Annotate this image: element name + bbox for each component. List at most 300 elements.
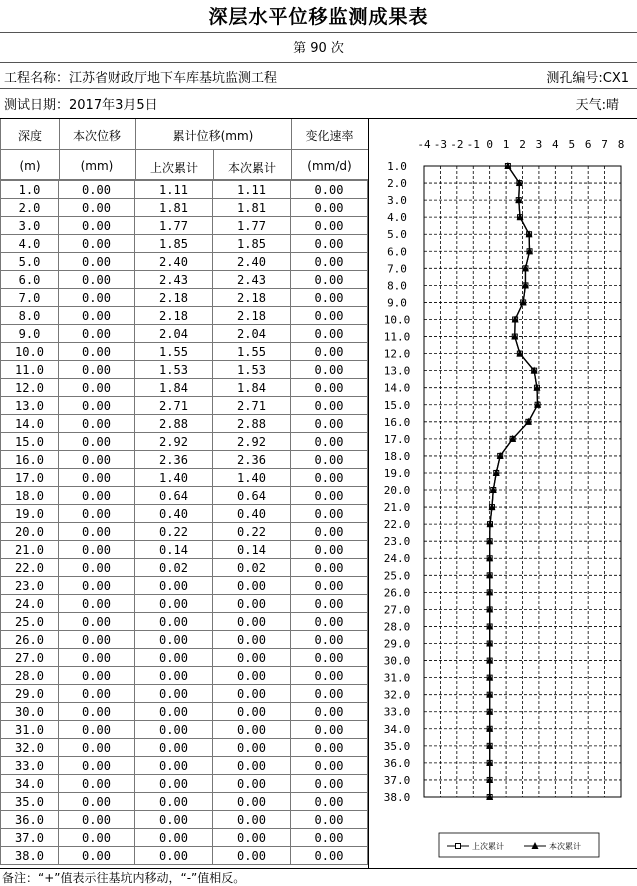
- depth-tick-label: 15.0: [383, 398, 411, 412]
- prev-cum-cell: 0.00: [135, 739, 213, 757]
- depth-cell: 34.0: [1, 775, 59, 793]
- curr-cum-cell: 0.00: [213, 829, 291, 847]
- prev-cum-cell: 0.00: [135, 757, 213, 775]
- x-tick-label: -1: [466, 138, 480, 151]
- prev-cum-cell: 2.36: [135, 451, 213, 469]
- disp-cell: 0.00: [59, 739, 135, 757]
- disp-cell: 0.00: [59, 469, 135, 487]
- curr-cum-cell: 1.40: [213, 469, 291, 487]
- depth-cell: 11.0: [1, 361, 59, 379]
- prev-cum-cell: 0.40: [135, 505, 213, 523]
- depth-cell: 10.0: [1, 343, 59, 361]
- curr-cum-cell: 0.00: [213, 739, 291, 757]
- depth-cell: 21.0: [1, 541, 59, 559]
- depth-tick-label: 14.0: [383, 381, 411, 395]
- depth-tick-label: 10.0: [383, 313, 411, 327]
- table-row: [1, 505, 368, 523]
- depth-tick-label: 18.0: [383, 449, 411, 463]
- table-row: [1, 235, 368, 253]
- weather: 天气:晴: [575, 98, 619, 113]
- disp-cell: 0.00: [59, 559, 135, 577]
- depth-tick-label: 13.0: [383, 364, 411, 378]
- disp-cell: 0.00: [59, 505, 135, 523]
- curr-cum-cell: 0.00: [213, 649, 291, 667]
- disp-cell: 0.00: [59, 451, 135, 469]
- depth-tick-label: 37.0: [383, 773, 411, 787]
- curr-cum-cell: 0.00: [213, 847, 291, 865]
- displacement-chart: [369, 119, 637, 868]
- disp-cell: 0.00: [59, 307, 135, 325]
- table-row: [1, 397, 368, 415]
- table-row: [1, 487, 368, 505]
- table-row: [1, 451, 368, 469]
- prev-cum-cell: 2.04: [135, 325, 213, 343]
- disp-cell: 0.00: [59, 343, 135, 361]
- table-row: [1, 559, 368, 577]
- table-row: [1, 415, 368, 433]
- x-tick-label: -2: [450, 138, 464, 151]
- x-tick-label: 4: [552, 138, 559, 151]
- curr-cum-cell: 0.00: [213, 631, 291, 649]
- depth-tick-label: 35.0: [383, 739, 411, 753]
- x-tick-label: 1: [502, 138, 510, 151]
- table-row: [1, 523, 368, 541]
- table-header: [0, 119, 369, 180]
- disp-cell: 0.00: [59, 253, 135, 271]
- depth-tick-label: 23.0: [383, 535, 411, 549]
- depth-tick-label: 20.0: [383, 484, 411, 498]
- depth-tick-label: 26.0: [383, 586, 411, 600]
- disp-cell: 0.00: [59, 541, 135, 559]
- curr-cum-cell: 1.84: [213, 379, 291, 397]
- curr-cum-cell: 0.14: [213, 541, 291, 559]
- disp-cell: 0.00: [59, 577, 135, 595]
- rate-cell: 0.00: [291, 667, 368, 685]
- prev-cum-cell: 0.00: [135, 613, 213, 631]
- depth-tick-label: 36.0: [383, 756, 411, 770]
- prev-cum-cell: 0.00: [135, 667, 213, 685]
- prev-cum-cell: 2.40: [135, 253, 213, 271]
- rate-cell: 0.00: [291, 631, 368, 649]
- prev-cum-cell: 2.18: [135, 289, 213, 307]
- disp-cell: 0.00: [59, 289, 135, 307]
- depth-cell: 36.0: [1, 811, 59, 829]
- table-row: [1, 811, 368, 829]
- disp-cell: 0.00: [59, 631, 135, 649]
- depth-cell: 19.0: [1, 505, 59, 523]
- hole-number: 测孔编号:CX1: [546, 71, 629, 86]
- curr-cum-cell: 2.40: [213, 253, 291, 271]
- disp-cell: 0.00: [59, 523, 135, 541]
- curr-cum-cell: 0.00: [213, 595, 291, 613]
- depth-tick-label: 1.0: [387, 160, 407, 173]
- x-tick-label: 7: [601, 138, 608, 151]
- prev-cum-cell: 0.00: [135, 631, 213, 649]
- depth-header: 深度: [17, 129, 42, 143]
- table-row: [1, 469, 368, 487]
- depth-cell: 38.0: [1, 847, 59, 865]
- table-row: [1, 703, 368, 721]
- disp-cell: 0.00: [59, 235, 135, 253]
- depth-tick-label: 12.0: [383, 347, 411, 361]
- prev-cum-cell: 2.92: [135, 433, 213, 451]
- curr-cum-cell: 0.00: [213, 775, 291, 793]
- rate-cell: 0.00: [291, 289, 368, 307]
- depth-cell: 17.0: [1, 469, 59, 487]
- disp-cell: 0.00: [59, 685, 135, 703]
- disp-cell: 0.00: [59, 217, 135, 235]
- depth-cell: 2.0: [1, 199, 59, 217]
- depth-cell: 6.0: [1, 271, 59, 289]
- table-row: [1, 829, 368, 847]
- issue-number: 第 90 次: [293, 41, 344, 56]
- curr-cum-cell: 2.18: [213, 289, 291, 307]
- table-row: [1, 181, 368, 199]
- prev-cum-cell: 0.64: [135, 487, 213, 505]
- rate-cell: 0.00: [291, 487, 368, 505]
- prev-cum-cell: 1.53: [135, 361, 213, 379]
- table-row: [1, 577, 368, 595]
- prev-cum-cell: 0.00: [135, 685, 213, 703]
- depth-tick-label: 17.0: [383, 432, 411, 446]
- depth-tick-label: 3.0: [387, 194, 407, 208]
- depth-cell: 9.0: [1, 325, 59, 343]
- prev-cum-cell: 0.00: [135, 595, 213, 613]
- curr-cum-cell: 1.55: [213, 343, 291, 361]
- legend-label: 本次累计: [549, 842, 581, 851]
- rate-cell: 0.00: [291, 181, 368, 199]
- curr-cum-cell: 2.92: [213, 433, 291, 451]
- curr-cum-cell: 1.53: [213, 361, 291, 379]
- disp-cell: 0.00: [59, 271, 135, 289]
- table-row: [1, 271, 368, 289]
- x-tick-label: -3: [433, 138, 448, 151]
- depth-unit: (m): [19, 159, 41, 173]
- curr-cum-cell: 1.81: [213, 199, 291, 217]
- depth-cell: 15.0: [1, 433, 59, 451]
- rate-cell: 0.00: [291, 307, 368, 325]
- table-row: [1, 667, 368, 685]
- prev-cum-cell: 0.14: [135, 541, 213, 559]
- disp-cell: 0.00: [59, 667, 135, 685]
- prev-cum-cell: 2.71: [135, 397, 213, 415]
- project-name: 工程名称：江苏省财政厅地下车库基坑监测工程: [4, 71, 278, 86]
- x-tick-label: 5: [568, 138, 576, 151]
- depth-cell: 14.0: [1, 415, 59, 433]
- depth-tick-label: 6.0: [387, 245, 407, 259]
- prev-cum-cell: 1.77: [135, 217, 213, 235]
- curr-cum-cell: 0.00: [213, 811, 291, 829]
- prev-cum-cell: 0.00: [135, 829, 213, 847]
- table-row: [1, 685, 368, 703]
- depth-cell: 18.0: [1, 487, 59, 505]
- depth-cell: 13.0: [1, 397, 59, 415]
- depth-cell: 25.0: [1, 613, 59, 631]
- rate-cell: 0.00: [291, 361, 368, 379]
- curr-cum-cell: 0.22: [213, 523, 291, 541]
- prev-cum-cell: 2.18: [135, 307, 213, 325]
- depth-cell: 23.0: [1, 577, 59, 595]
- curr-cum-cell: 0.64: [213, 487, 291, 505]
- rate-header: 变化速率: [305, 129, 354, 143]
- disp-cell: 0.00: [59, 793, 135, 811]
- curr-cum-cell: 0.00: [213, 721, 291, 739]
- prev-cum-cell: 2.43: [135, 271, 213, 289]
- curr-cum-cell: 0.02: [213, 559, 291, 577]
- depth-cell: 16.0: [1, 451, 59, 469]
- rate-cell: 0.00: [291, 757, 368, 775]
- depth-cell: 32.0: [1, 739, 59, 757]
- depth-tick-label: 38.0: [383, 791, 411, 804]
- depth-tick-label: 19.0: [383, 466, 411, 480]
- rate-cell: 0.00: [291, 253, 368, 271]
- table-row: [1, 775, 368, 793]
- curr-cum-cell: 1.85: [213, 235, 291, 253]
- table-row: [1, 541, 368, 559]
- table-row: [1, 613, 368, 631]
- disp-cell: 0.00: [59, 325, 135, 343]
- rate-cell: 0.00: [291, 469, 368, 487]
- rate-cell: 0.00: [291, 397, 368, 415]
- series-line-0: [490, 166, 538, 797]
- depth-cell: 1.0: [1, 181, 59, 199]
- disp-cell: 0.00: [59, 379, 135, 397]
- table-row: [1, 631, 368, 649]
- curr-cum-cell: 2.88: [213, 415, 291, 433]
- rate-cell: 0.00: [291, 793, 368, 811]
- rate-cell: 0.00: [291, 613, 368, 631]
- prev-cum-cell: 1.55: [135, 343, 213, 361]
- test-date: 测试日期：2017年3月5日: [4, 98, 158, 113]
- depth-tick-label: 30.0: [383, 654, 411, 668]
- depth-tick-label: 22.0: [383, 518, 411, 532]
- depth-cell: 4.0: [1, 235, 59, 253]
- curr-cum-cell: 0.00: [213, 685, 291, 703]
- depth-cell: 22.0: [1, 559, 59, 577]
- curr-cum-cell: 2.36: [213, 451, 291, 469]
- prev-cum-cell: 0.22: [135, 523, 213, 541]
- curr-cum-cell: 0.00: [213, 667, 291, 685]
- rate-cell: 0.00: [291, 829, 368, 847]
- rate-unit: (mm/d): [307, 159, 352, 173]
- table-row: [1, 757, 368, 775]
- depth-tick-label: 16.0: [383, 415, 411, 429]
- prev-cum-cell: 0.00: [135, 703, 213, 721]
- depth-cell: 28.0: [1, 667, 59, 685]
- disp-cell: 0.00: [59, 487, 135, 505]
- legend-marker-square: [456, 844, 461, 849]
- x-tick-label: -4: [417, 138, 431, 151]
- table-row: [1, 361, 368, 379]
- rate-cell: 0.00: [291, 577, 368, 595]
- rate-cell: 0.00: [291, 595, 368, 613]
- depth-tick-label: 27.0: [383, 603, 411, 617]
- depth-tick-label: 33.0: [383, 705, 411, 719]
- depth-tick-label: 32.0: [383, 688, 411, 702]
- prev-cum-cell: 0.00: [135, 721, 213, 739]
- cum-header: 累计位移(mm): [172, 129, 254, 143]
- table-row: [1, 379, 368, 397]
- rate-cell: 0.00: [291, 415, 368, 433]
- curr-cum-cell: 0.00: [213, 757, 291, 775]
- table-row: [1, 721, 368, 739]
- curr-header: 本次累计: [227, 161, 276, 175]
- depth-cell: 37.0: [1, 829, 59, 847]
- rate-cell: 0.00: [291, 217, 368, 235]
- disp-unit: (mm): [80, 159, 114, 173]
- depth-tick-label: 29.0: [383, 637, 411, 651]
- curr-cum-cell: 2.18: [213, 307, 291, 325]
- table-row: [1, 343, 368, 361]
- x-tick-label: 2: [519, 138, 526, 151]
- rate-cell: 0.00: [291, 433, 368, 451]
- disp-cell: 0.00: [59, 847, 135, 865]
- curr-cum-cell: 0.00: [213, 793, 291, 811]
- table-row: [1, 217, 368, 235]
- curr-cum-cell: 0.00: [213, 577, 291, 595]
- table-row: [1, 649, 368, 667]
- depth-cell: 24.0: [1, 595, 59, 613]
- rate-cell: 0.00: [291, 325, 368, 343]
- x-tick-label: 6: [584, 138, 592, 151]
- disp-cell: 0.00: [59, 595, 135, 613]
- disp-cell: 0.00: [59, 721, 135, 739]
- depth-tick-label: 28.0: [383, 620, 411, 634]
- curr-cum-cell: 2.71: [213, 397, 291, 415]
- table-row: [1, 307, 368, 325]
- prev-cum-cell: 0.00: [135, 847, 213, 865]
- x-tick-label: 0: [486, 138, 493, 151]
- depth-cell: 31.0: [1, 721, 59, 739]
- disp-cell: 0.00: [59, 757, 135, 775]
- curr-cum-cell: 1.11: [213, 181, 291, 199]
- disp-cell: 0.00: [59, 433, 135, 451]
- depth-cell: 27.0: [1, 649, 59, 667]
- depth-tick-label: 31.0: [383, 671, 411, 685]
- rate-cell: 0.00: [291, 523, 368, 541]
- rate-cell: 0.00: [291, 739, 368, 757]
- depth-cell: 35.0: [1, 793, 59, 811]
- series-line-1: [490, 166, 538, 797]
- rate-cell: 0.00: [291, 541, 368, 559]
- table-row: [1, 433, 368, 451]
- depth-tick-label: 9.0: [387, 296, 407, 310]
- disp-cell: 0.00: [59, 613, 135, 631]
- prev-cum-cell: 1.84: [135, 379, 213, 397]
- disp-cell: 0.00: [59, 397, 135, 415]
- rate-cell: 0.00: [291, 685, 368, 703]
- rate-cell: 0.00: [291, 235, 368, 253]
- prev-cum-cell: 0.00: [135, 649, 213, 667]
- depth-tick-label: 25.0: [383, 569, 411, 583]
- disp-cell: 0.00: [59, 829, 135, 847]
- rate-cell: 0.00: [291, 559, 368, 577]
- x-tick-label: 3: [535, 138, 543, 151]
- table-row: [1, 847, 368, 865]
- table-row: [1, 253, 368, 271]
- rate-cell: 0.00: [291, 721, 368, 739]
- table-row: [1, 199, 368, 217]
- depth-cell: 8.0: [1, 307, 59, 325]
- depth-cell: 3.0: [1, 217, 59, 235]
- rate-cell: 0.00: [291, 775, 368, 793]
- depth-cell: 29.0: [1, 685, 59, 703]
- rate-cell: 0.00: [291, 847, 368, 865]
- prev-cum-cell: 0.00: [135, 811, 213, 829]
- disp-cell: 0.00: [59, 361, 135, 379]
- depth-cell: 7.0: [1, 289, 59, 307]
- depth-tick-label: 5.0: [387, 228, 407, 242]
- rate-cell: 0.00: [291, 451, 368, 469]
- rate-cell: 0.00: [291, 199, 368, 217]
- disp-cell: 0.00: [59, 649, 135, 667]
- prev-cum-cell: 2.88: [135, 415, 213, 433]
- disp-cell: 0.00: [59, 199, 135, 217]
- rate-cell: 0.00: [291, 649, 368, 667]
- prev-cum-cell: 0.00: [135, 793, 213, 811]
- prev-cum-cell: 1.40: [135, 469, 213, 487]
- prev-cum-cell: 0.00: [135, 775, 213, 793]
- chart-panel: [368, 119, 637, 868]
- prev-cum-cell: 0.02: [135, 559, 213, 577]
- rate-cell: 0.00: [291, 811, 368, 829]
- disp-cell: 0.00: [59, 181, 135, 199]
- table-row: [1, 739, 368, 757]
- depth-tick-label: 7.0: [387, 262, 407, 276]
- depth-cell: 33.0: [1, 757, 59, 775]
- rate-cell: 0.00: [291, 379, 368, 397]
- disp-cell: 0.00: [59, 703, 135, 721]
- curr-cum-cell: 1.77: [213, 217, 291, 235]
- disp-cell: 0.00: [59, 415, 135, 433]
- disp-cell: 0.00: [59, 811, 135, 829]
- prev-cum-cell: 1.81: [135, 199, 213, 217]
- curr-cum-cell: 0.00: [213, 613, 291, 631]
- depth-tick-label: 8.0: [387, 279, 407, 293]
- rate-cell: 0.00: [291, 505, 368, 523]
- x-tick-label: 8: [617, 138, 625, 151]
- disp-cell: 0.00: [59, 775, 135, 793]
- disp-header: 本次位移: [72, 129, 121, 143]
- curr-cum-cell: 2.43: [213, 271, 291, 289]
- depth-cell: 30.0: [1, 703, 59, 721]
- data-table: [0, 180, 368, 865]
- depth-tick-label: 24.0: [383, 552, 411, 566]
- depth-cell: 5.0: [1, 253, 59, 271]
- depth-cell: 12.0: [1, 379, 59, 397]
- depth-tick-label: 21.0: [383, 501, 411, 515]
- prev-header: 上次累计: [149, 161, 198, 175]
- rate-cell: 0.00: [291, 703, 368, 721]
- footnote: 备注：“+”值表示往基坑内移动，“-”值相反。: [2, 871, 246, 885]
- table-row: [1, 325, 368, 343]
- depth-tick-label: 4.0: [387, 211, 407, 225]
- prev-cum-cell: 1.11: [135, 181, 213, 199]
- rate-cell: 0.00: [291, 271, 368, 289]
- depth-cell: 26.0: [1, 631, 59, 649]
- curr-cum-cell: 2.04: [213, 325, 291, 343]
- curr-cum-cell: 0.00: [213, 703, 291, 721]
- depth-tick-label: 34.0: [383, 722, 411, 736]
- curr-cum-cell: 0.40: [213, 505, 291, 523]
- rate-cell: 0.00: [291, 343, 368, 361]
- report-title: 深层水平位移监测成果表: [208, 6, 429, 28]
- prev-cum-cell: 1.85: [135, 235, 213, 253]
- table-row: [1, 793, 368, 811]
- depth-tick-label: 11.0: [383, 330, 411, 344]
- legend-label: 上次累计: [472, 842, 504, 851]
- depth-cell: 20.0: [1, 523, 59, 541]
